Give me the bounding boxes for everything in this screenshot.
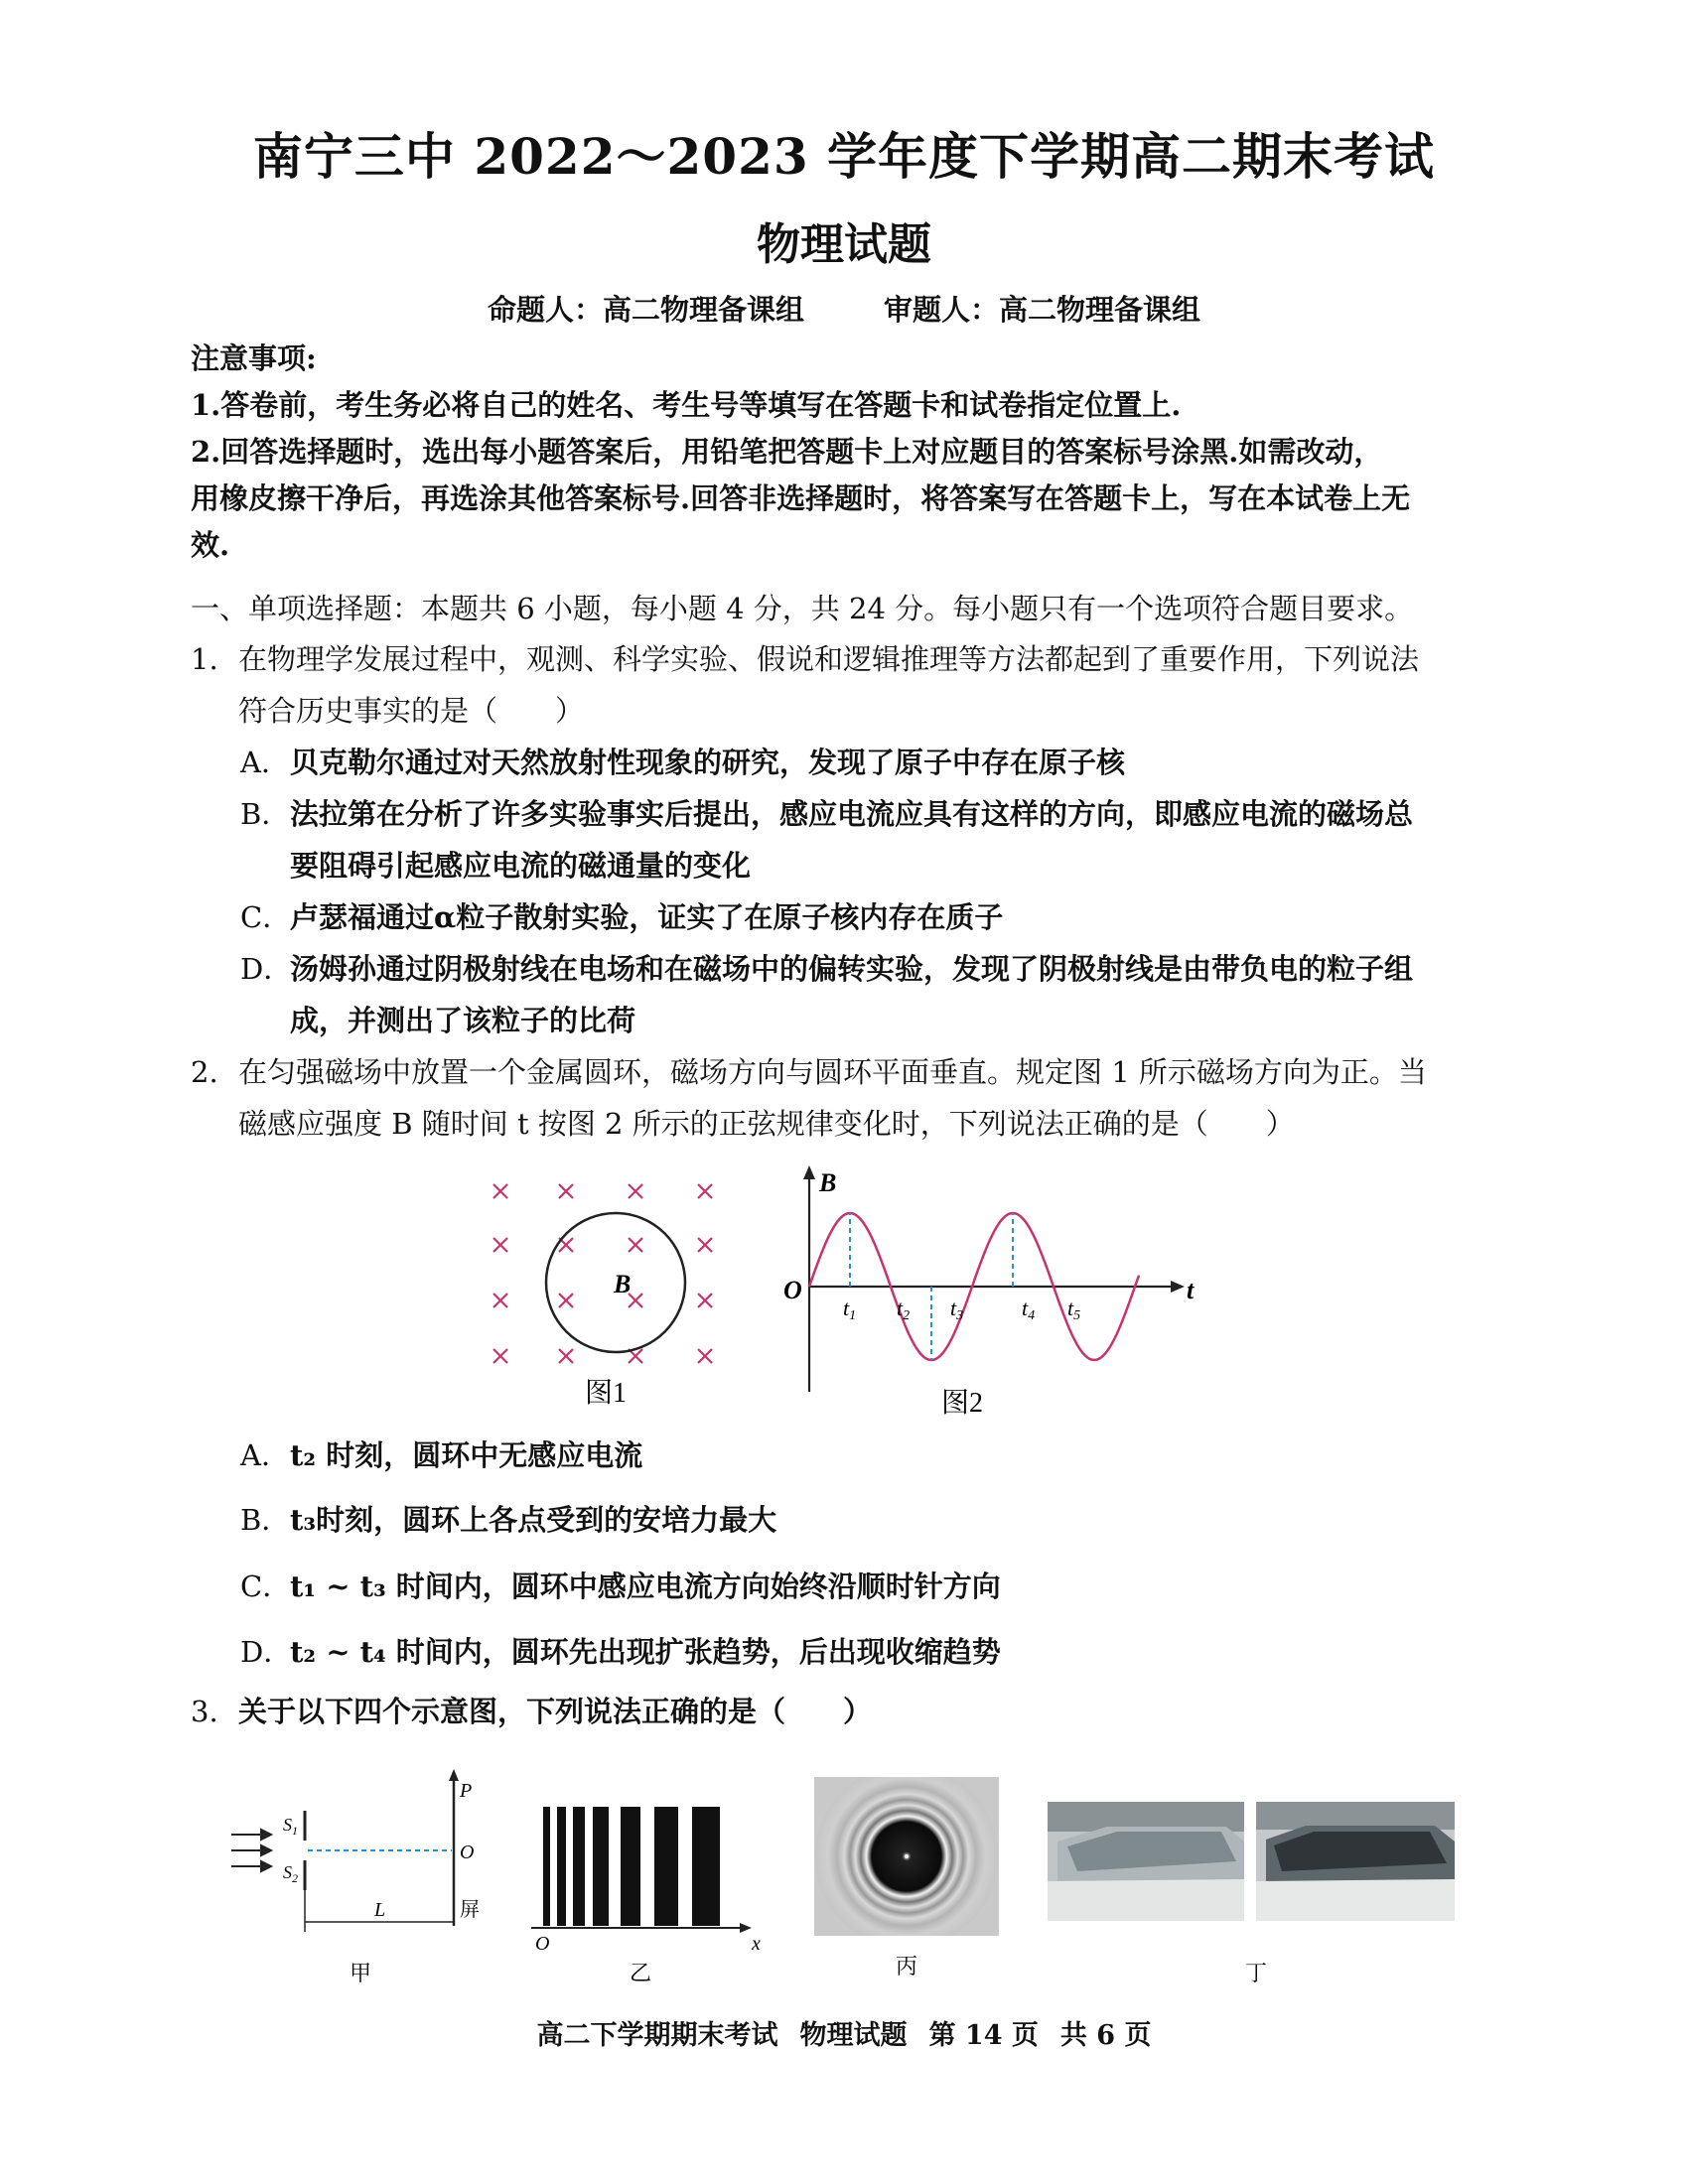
exam-subtitle: 物理试题: [757, 219, 931, 270]
question-stem: [238, 633, 1511, 737]
incident-arrows: [231, 1830, 271, 1871]
figure-yi-fringes: [531, 1807, 779, 1985]
x-axis-arrow: [740, 1923, 752, 1933]
tick-t2: t2: [897, 1296, 911, 1323]
option-label: D．: [240, 1635, 293, 1669]
figure-ding-car-photos: [1048, 1802, 1465, 1985]
option-text: [290, 788, 1511, 891]
q2-option-c: [240, 1561, 1511, 1612]
option-label: A．: [240, 1438, 290, 1472]
q1-option-a: [240, 737, 1511, 788]
option-line: 要阻碍引起感应电流的磁通量的变化: [290, 849, 752, 883]
label-o: O: [535, 1933, 550, 1955]
option-label: C．: [240, 900, 292, 934]
figure-jia-double-slit: [223, 1767, 496, 1985]
footer-exam: 高二下学期期末考试: [536, 2020, 778, 2051]
label-p: P: [460, 1780, 473, 1802]
stem-line: 在匀强磁场中放置一个金属圆环，磁场方向与圆环平面垂直。规定图 1 所示磁场方向为正。当: [238, 1055, 1427, 1089]
footer-page: 第 14 页: [928, 2020, 1039, 2051]
question-1: [191, 633, 1511, 737]
question-stem: 关于以下四个示意图，下列说法正确的是（ ）: [238, 1695, 873, 1728]
option-line: 汤姆孙通过阴极射线在电场和在磁场中的偏转实验，发现了阴极射线是由带负电的粒子组: [290, 952, 1414, 986]
figure-1-caption: 图1: [584, 1378, 628, 1409]
question-number: 1.: [191, 642, 218, 676]
question-3: [191, 1686, 1511, 1737]
figure-2-caption: 图2: [940, 1388, 984, 1419]
option-text: t₁ ~ t₃ 时间内，圆环中感应电流方向始终沿顺时针方向: [290, 1570, 1001, 1603]
figure-1-magnetic-field: [467, 1171, 745, 1410]
caption-yi: 乙: [629, 1961, 652, 1985]
option-text: t₂ 时刻，圆环中无感应电流: [290, 1438, 643, 1472]
question-number: 3.: [191, 1695, 218, 1728]
figure-2-b-t-graph: [779, 1161, 1196, 1420]
notes-block: [191, 336, 1511, 569]
q2-option-d: [240, 1626, 1511, 1678]
question-stem: [238, 1046, 1511, 1150]
fringe-bars: [543, 1807, 720, 1926]
question-number: 2.: [191, 1055, 218, 1089]
option-label: B．: [240, 797, 291, 831]
label-l: L: [374, 1899, 386, 1921]
exam-title: 南宁三中 2022～2023 学年度下学期高二期末考试: [252, 127, 1436, 186]
caption-ding: 丁: [1244, 1961, 1268, 1985]
reviewer: 审题人：高二物理备课组: [884, 293, 1201, 327]
footer-total: 共 6 页: [1059, 2020, 1152, 2051]
tick-t1: t1: [843, 1296, 857, 1323]
tick-t5: t5: [1067, 1296, 1081, 1323]
label-o: O: [460, 1842, 475, 1863]
caption-jia: 甲: [349, 1961, 372, 1985]
figure-bing-diffraction: [814, 1777, 1003, 1985]
option-text: 贝克勒尔通过对天然放射性现象的研究，发现了原子中存在原子核: [290, 746, 1126, 779]
car-photo-right: [1256, 1802, 1455, 1921]
question-2: [191, 1046, 1511, 1150]
option-text: t₂ ~ t₄ 时间内，圆环先出现扩张趋势，后出现收缩趋势: [290, 1635, 1001, 1669]
y-axis-arrow: [803, 1165, 815, 1179]
x-axis-label: t: [1187, 1276, 1195, 1304]
notes-item: 用橡皮擦干净后，再选涂其他答案标号.回答非选择题时，将答案写在答题卡上，写在本试卷上无: [191, 481, 1411, 515]
option-label: B．: [240, 1503, 291, 1537]
q1-option-d: [240, 943, 1511, 1046]
q1-option-b: [240, 788, 1511, 891]
authors-line: [0, 288, 1688, 329]
option-line: 成，并测出了该粒子的比荷: [290, 1004, 636, 1037]
stem-line: 磁感应强度 B 随时间 t 按图 2 所示的正弦规律变化时，下列说法正确的是（ ）: [238, 1107, 1295, 1141]
option-text: [290, 943, 1511, 1046]
caption-bing: 丙: [895, 1954, 918, 1979]
label-s2: $S_2$: [283, 1862, 298, 1885]
screen-arrow: [449, 1769, 459, 1781]
car-photo-left: [1048, 1802, 1244, 1921]
tick-labels: [843, 1296, 1080, 1323]
notes-item: 2.回答选择题时，选出每小题答案后，用铅笔把答题卡上对应题目的答案标号涂黑.如需改动，: [191, 435, 1383, 469]
section-heading: 一、单项选择题：本题共 6 小题，每小题 4 分，共 24 分。每小题只有一个选项符合题目要求。: [191, 592, 1414, 625]
option-text: 卢瑟福通过α粒子散射实验，证实了在原子核内存在质子: [290, 900, 1004, 934]
stem-line: 符合历史事实的是（ ）: [238, 694, 585, 728]
option-text: t₃时刻，圆环上各点受到的安培力最大: [290, 1503, 777, 1537]
notes-item: 效.: [191, 528, 230, 562]
option-line: 法拉第在分析了许多实验事实后提出，感应电流应具有这样的方向，即感应电流的磁场总: [290, 797, 1414, 831]
q2-option-a: [240, 1430, 1511, 1481]
notes-item: 1.答卷前，考生务必将自己的姓名、考生号等填写在答题卡和试卷指定位置上.: [191, 388, 1182, 422]
option-label: C．: [240, 1570, 292, 1603]
setter: 命题人：高二物理备课组: [487, 293, 804, 327]
label-s1: $S_1$: [283, 1815, 298, 1838]
page-footer: [0, 2013, 1688, 2052]
q2-option-b: [240, 1494, 1511, 1546]
footer-subject: 物理试题: [799, 2020, 908, 2051]
tick-t3: t3: [950, 1296, 964, 1323]
stem-line: 在物理学发展过程中，观测、科学实验、假说和逻辑推理等方法都起到了重要作用，下列说法: [238, 642, 1420, 676]
poisson-spot: [905, 1854, 909, 1858]
field-label: B: [614, 1270, 632, 1298]
origin-label: O: [783, 1276, 802, 1304]
option-label: A．: [240, 746, 290, 779]
label-screen: 屏: [460, 1899, 480, 1921]
field-cross-marks: [493, 1184, 712, 1363]
option-label: D．: [240, 952, 293, 986]
tick-t4: t4: [1022, 1296, 1036, 1323]
q1-option-c: [240, 891, 1511, 943]
x-axis-arrow: [1171, 1281, 1185, 1293]
notes-heading: 注意事项:: [191, 341, 317, 375]
label-x: x: [752, 1933, 761, 1955]
y-axis-label: B: [819, 1168, 837, 1197]
